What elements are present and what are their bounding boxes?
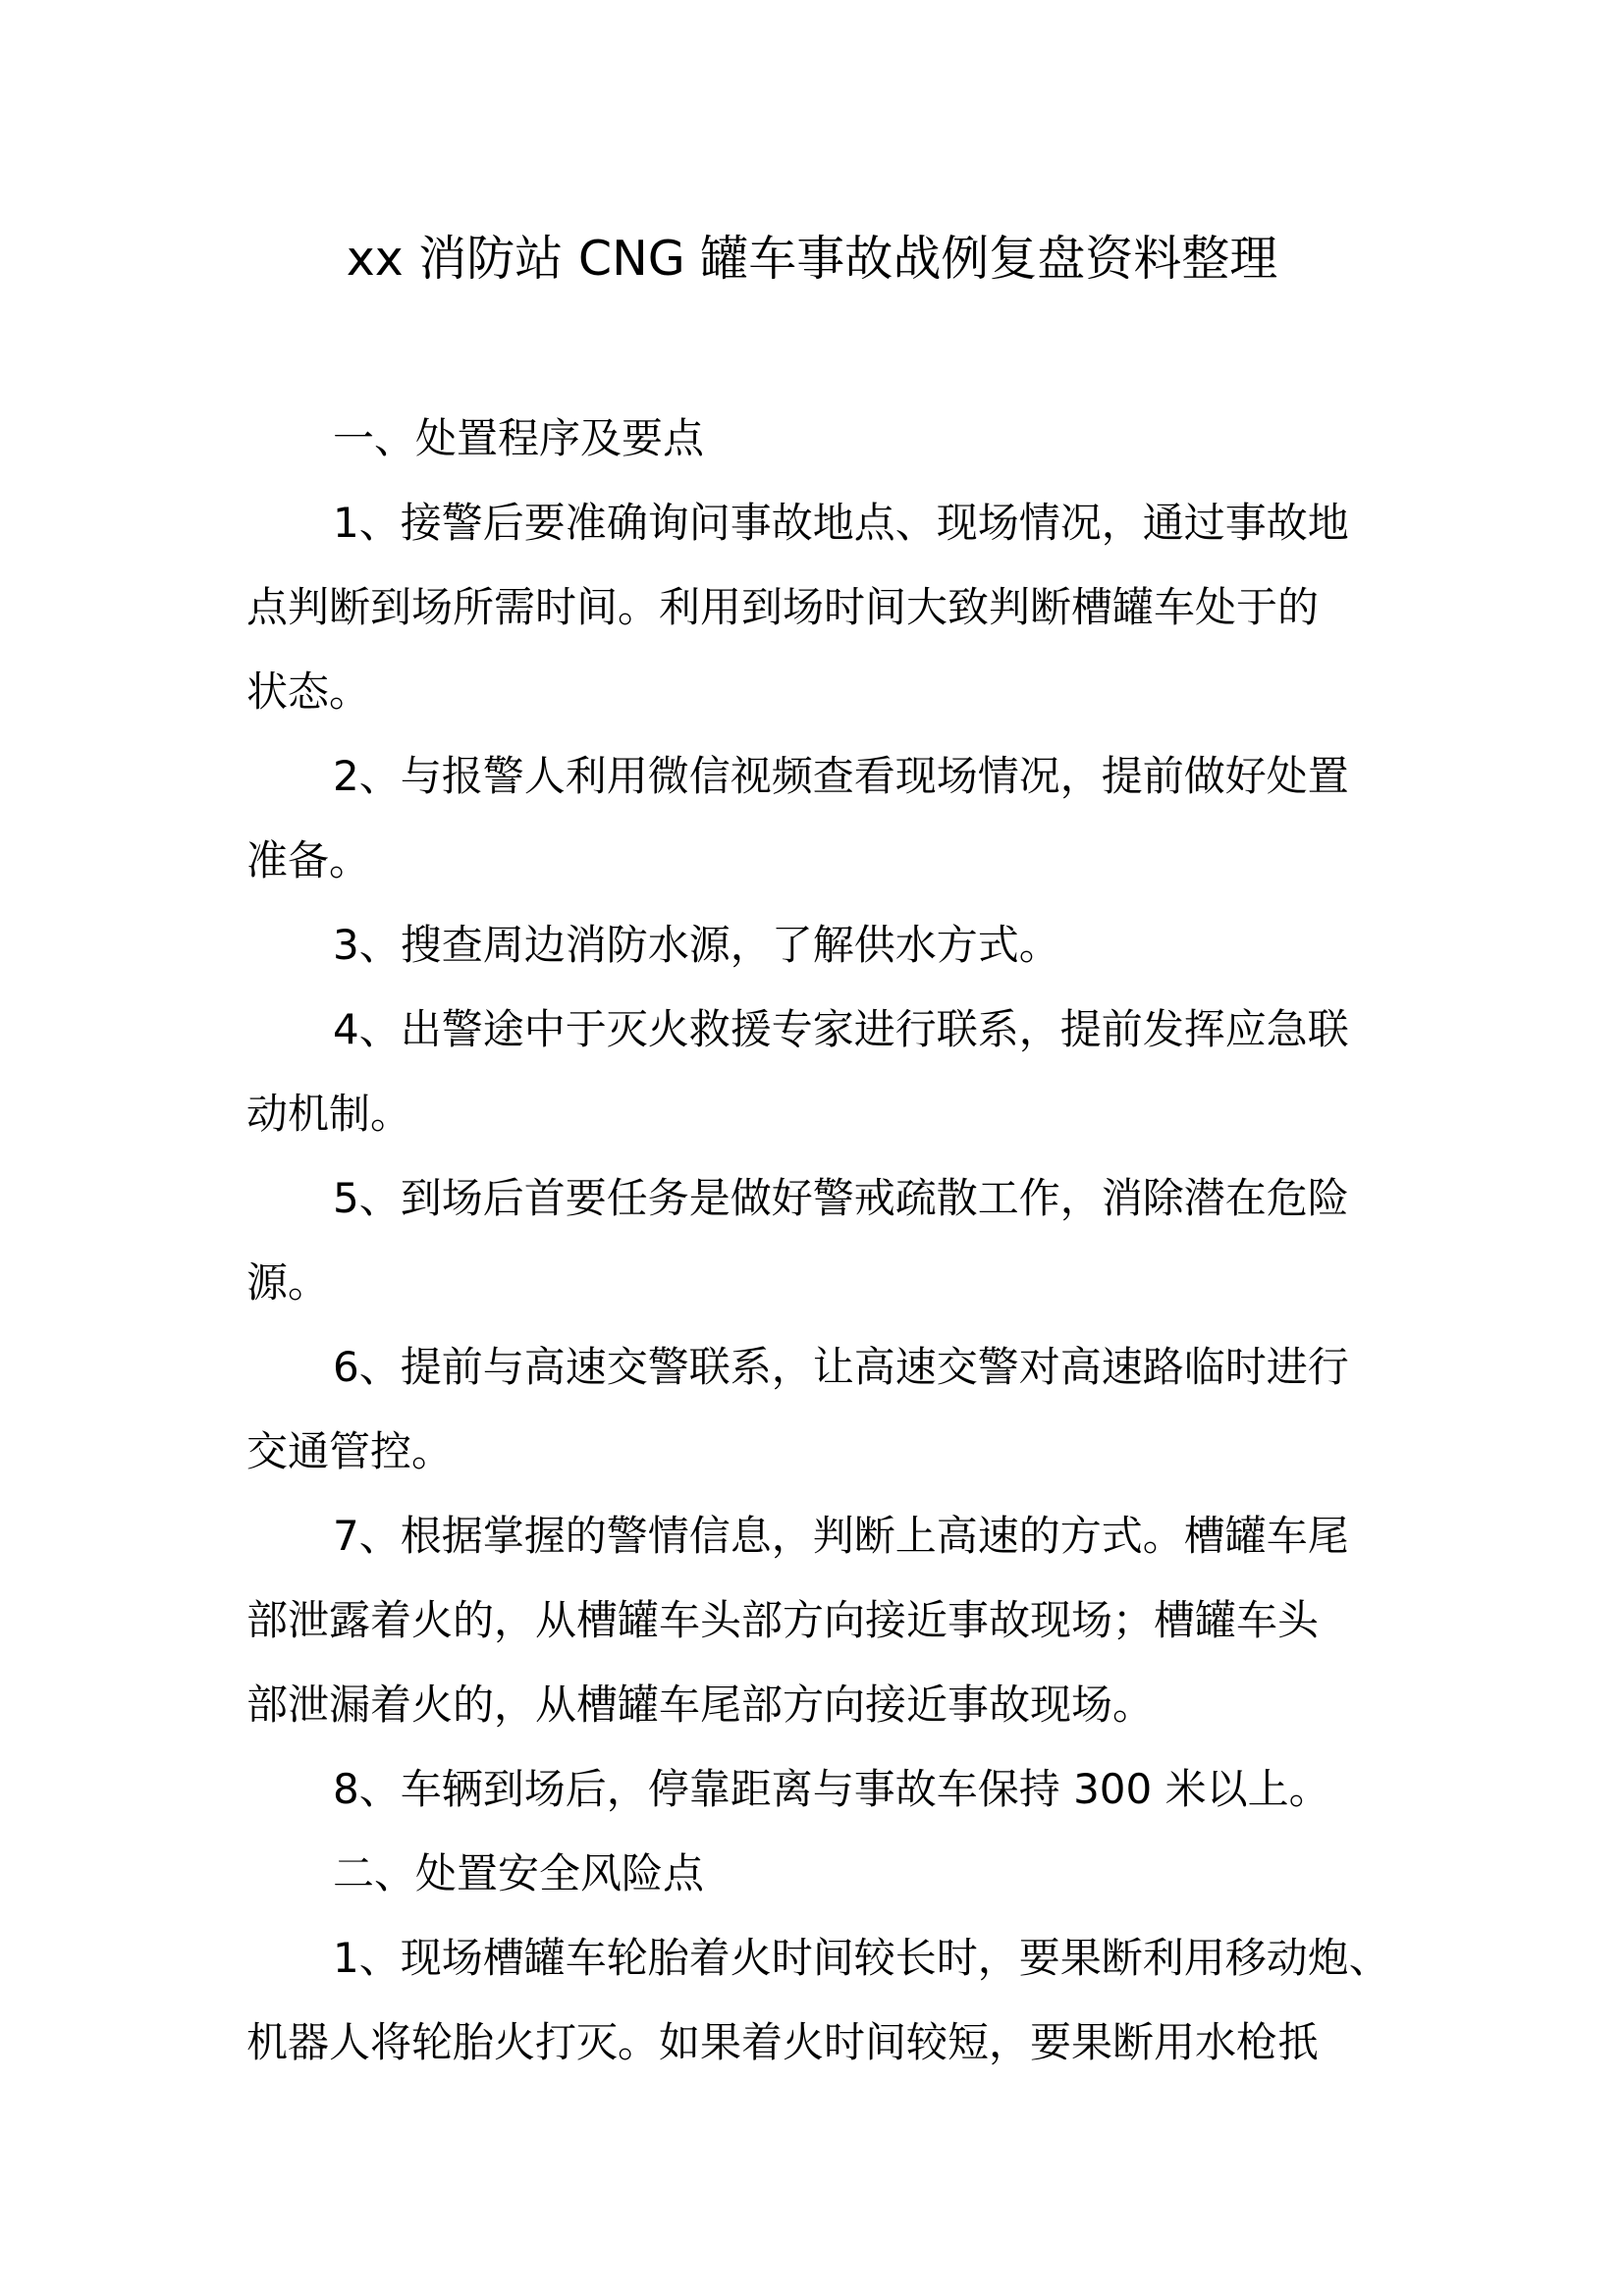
- paragraph-4-line-1: 4、出警途中于灭火救援专家进行联系，提前发挥应急联: [333, 1005, 1349, 1053]
- paragraph-7-line-1: 7、根据掌握的警情信息，判断上高速的方式。槽罐车尾: [333, 1512, 1349, 1560]
- paragraph-5-line-2: 源。: [246, 1258, 330, 1307]
- paragraph-1-line-1: 1、接警后要准确询问事故地点、现场情况，通过事故地: [333, 499, 1349, 547]
- section-heading-2: 二、处置安全风险点: [333, 1849, 705, 1897]
- paragraph-4-line-2: 动机制。: [246, 1090, 412, 1138]
- paragraph-3-line-1: 3、搜查周边消防水源，了解供水方式。: [333, 921, 1060, 969]
- paragraph-1-line-2: 点判断到场所需时间。利用到场时间大致判断槽罐车处于的: [246, 583, 1320, 631]
- paragraph-2-line-2: 准备。: [246, 836, 371, 884]
- paragraph-9-line-1: 1、现场槽罐车轮胎着火时间较长时，要果断利用移动炮、: [333, 1934, 1390, 1982]
- section-heading-1: 一、处置程序及要点: [333, 414, 705, 462]
- paragraph-1-line-3: 状态。: [246, 667, 371, 716]
- document-title: xx 消防站 CNG 罐车事故战例复盘资料整理: [346, 231, 1278, 287]
- paragraph-8-line-1: 8、车辆到场后，停靠距离与事故车保持 300 米以上。: [333, 1765, 1330, 1813]
- paragraph-7-line-3: 部泄漏着火的，从槽罐车尾部方向接近事故现场。: [246, 1681, 1155, 1729]
- paragraph-7-line-2: 部泄露着火的，从槽罐车头部方向接近事故现场；槽罐车头: [246, 1596, 1320, 1644]
- document-body: [246, 397, 1395, 2085]
- paragraph-6-line-2: 交通管控。: [246, 1427, 454, 1475]
- paragraph-2-line-1: 2、与报警人利用微信视频查看现场情况，提前做好处置: [333, 752, 1349, 800]
- paragraph-6-line-1: 6、提前与高速交警联系，让高速交警对高速路临时进行: [333, 1343, 1349, 1391]
- paragraph-9-line-2: 机器人将轮胎火打灭。如果着火时间较短，要果断用水枪扺: [246, 2018, 1320, 2066]
- paragraph-5-line-1: 5、到场后首要任务是做好警戒疏散工作，消除潜在危险: [333, 1174, 1349, 1222]
